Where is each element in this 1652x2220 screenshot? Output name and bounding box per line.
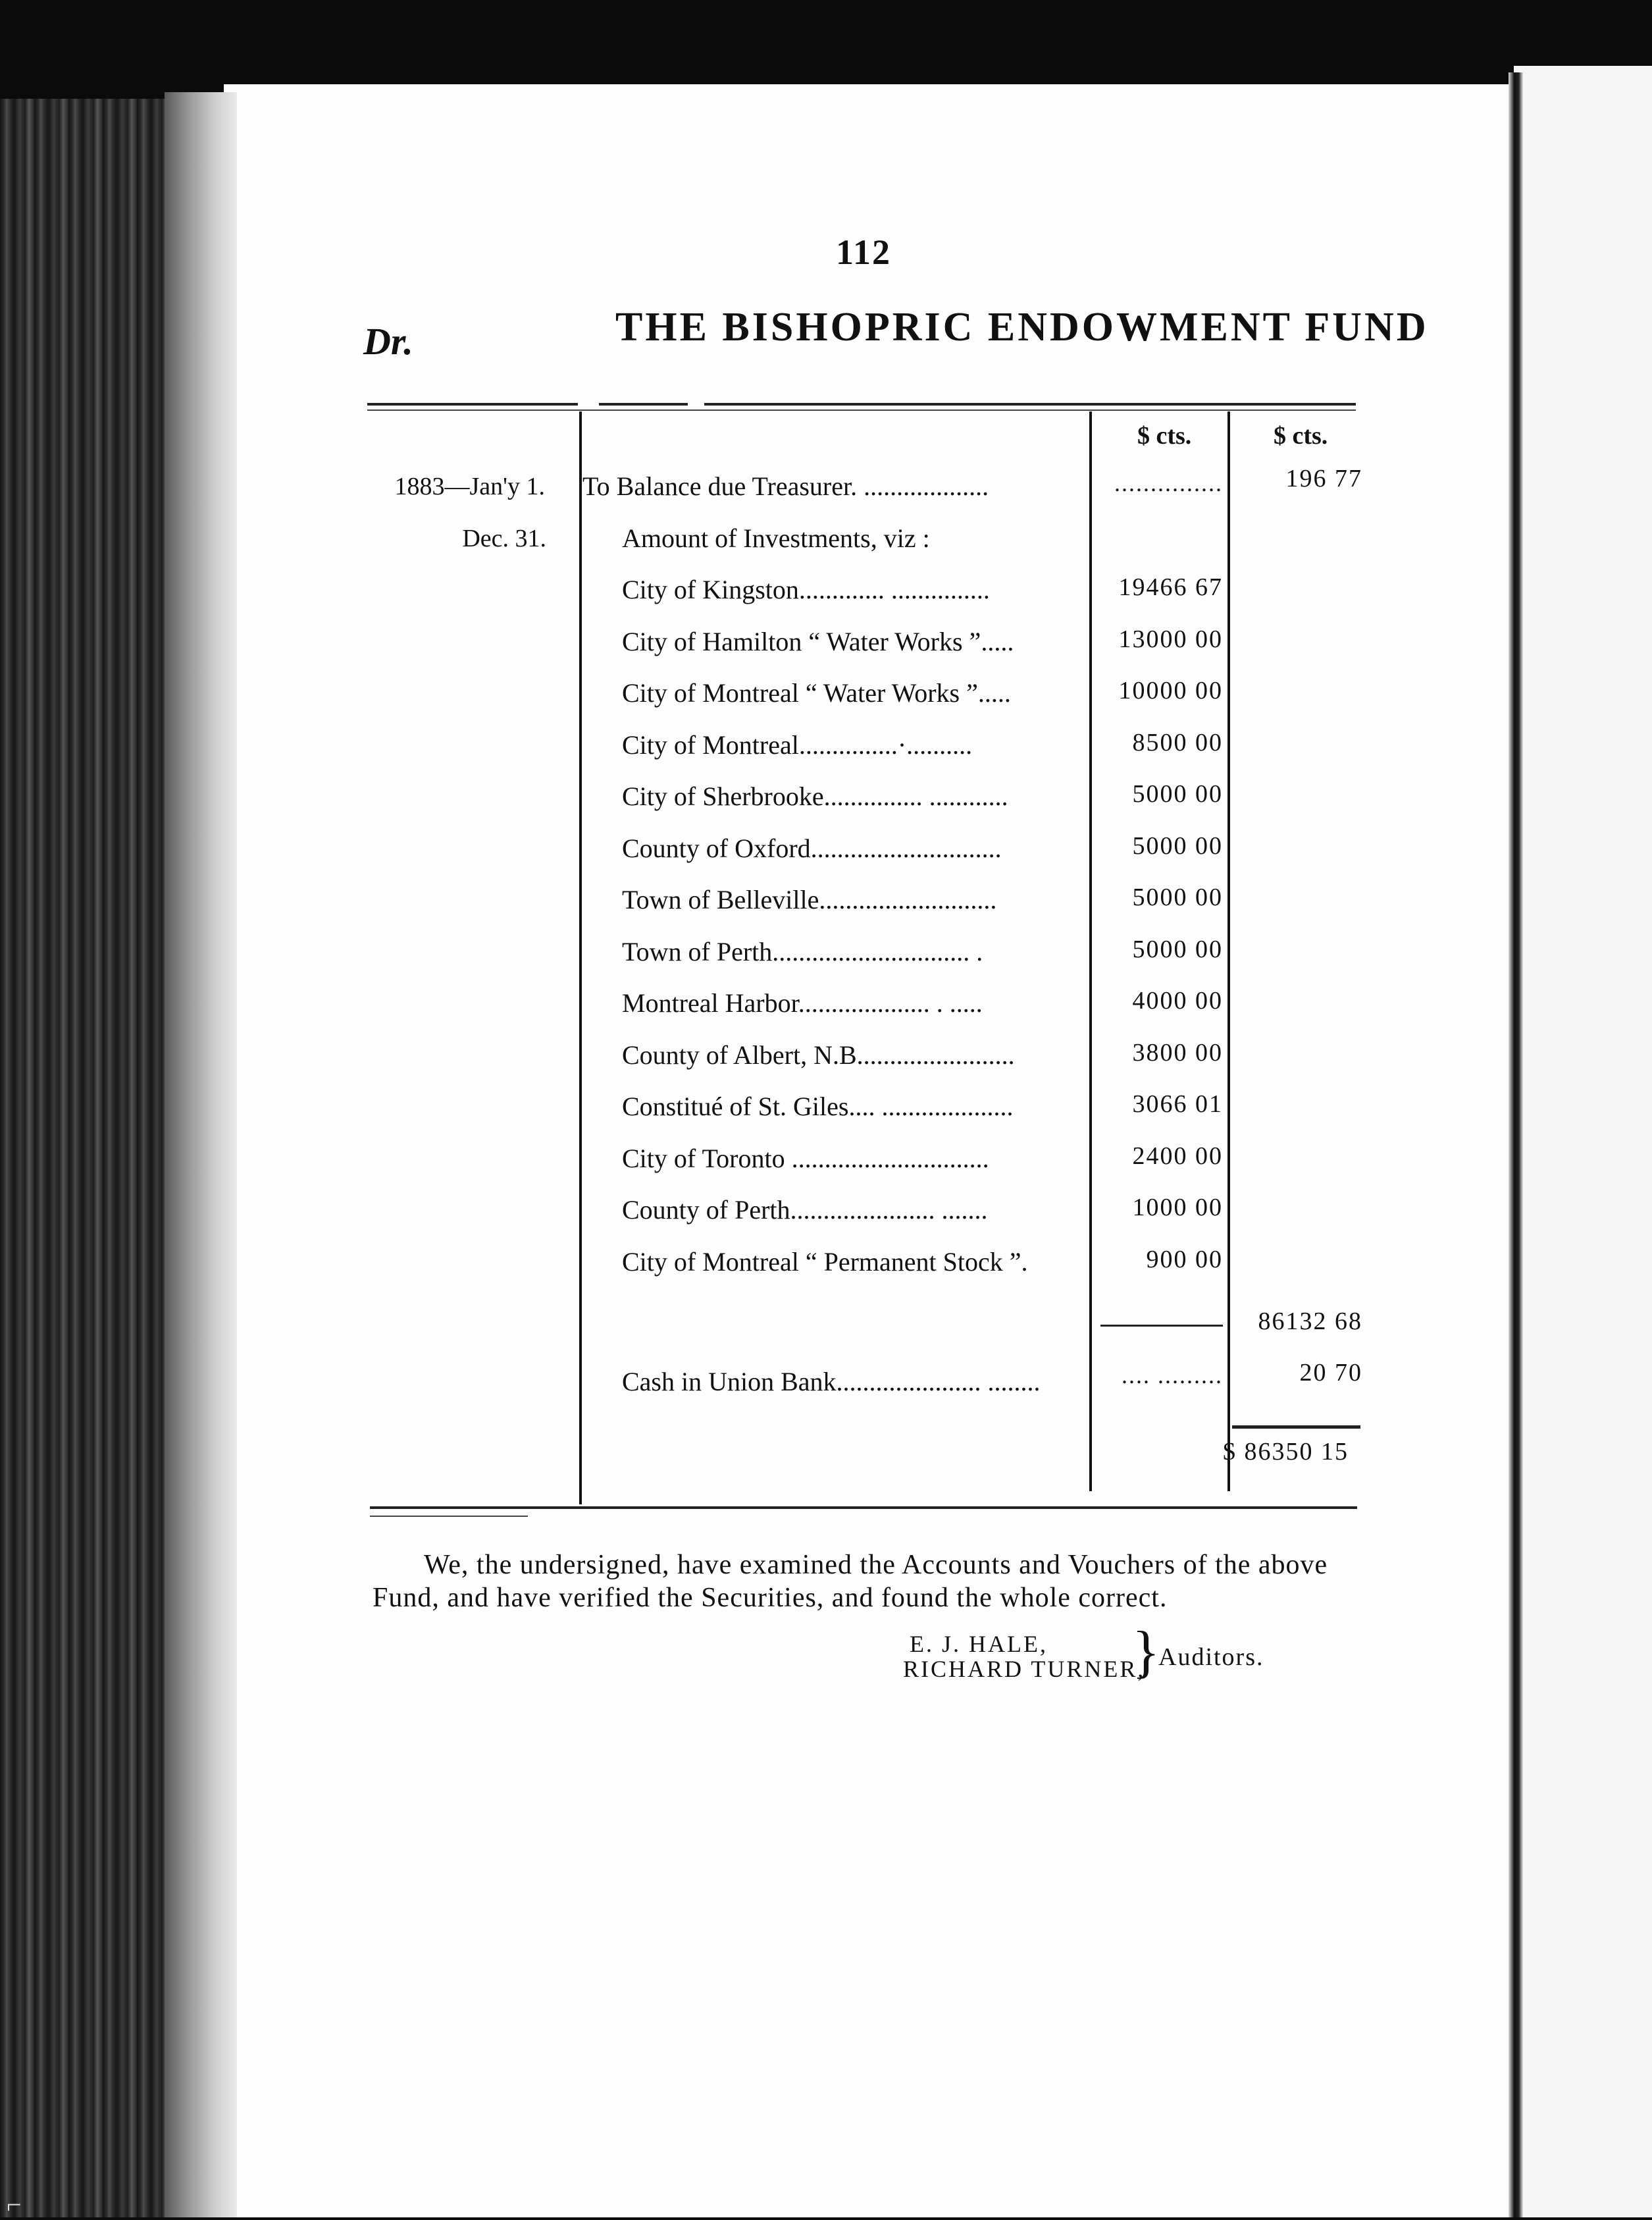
investments-heading: Amount of Investments, viz : bbox=[622, 523, 930, 553]
entry-date: 1883—Jan'y 1. bbox=[394, 473, 545, 500]
investment-label: City of Kingston............. ............... bbox=[622, 575, 990, 604]
amount-column-a: 5000 00 bbox=[1132, 780, 1223, 808]
investment-label: City of Toronto .............................. bbox=[622, 1144, 989, 1173]
amount-column-a: 2400 00 bbox=[1132, 1142, 1223, 1170]
debit-label: Dr. bbox=[363, 320, 413, 363]
amount-column-a: 19466 67 bbox=[1118, 573, 1223, 601]
amount-column-b: 196 77 bbox=[1285, 465, 1362, 492]
auditor-brace: } bbox=[1132, 1620, 1160, 1684]
header-rule bbox=[367, 403, 578, 406]
investment-label: City of Montreal “ Water Works ”..... bbox=[622, 678, 1011, 708]
investment-label: County of Perth...................... ....... bbox=[622, 1195, 988, 1225]
investment-label: City of Montreal “ Permanent Stock ”. bbox=[622, 1247, 1028, 1277]
footer-rule bbox=[370, 1506, 1357, 1509]
amount-column-a: 5000 00 bbox=[1132, 936, 1223, 963]
investment-label: City of Sherbrooke............... ............ bbox=[622, 781, 1008, 811]
investments-subtotal: 86132 68 bbox=[1258, 1308, 1362, 1335]
amount-column-a: 5000 00 bbox=[1132, 884, 1223, 911]
audit-statement: We, the undersigned, have examined the Accounts and Vouchers of the above Fund, and have verified the Securities, and found the whole correct. bbox=[373, 1550, 1328, 1613]
page-title: THE BISHOPRIC ENDOWMENT FUND bbox=[615, 305, 1429, 350]
investment-label: Town of Perth.............................. . bbox=[622, 937, 983, 966]
amount-column-a: 3800 00 bbox=[1132, 1039, 1223, 1067]
amount-column-a: 5000 00 bbox=[1132, 832, 1223, 860]
cash-entry-label: Cash in Union Bank...................... ........ bbox=[622, 1367, 1041, 1396]
column-rule bbox=[1227, 411, 1230, 1491]
amount-column-a: 13000 00 bbox=[1118, 625, 1223, 653]
corner-mark-icon: ⌐ bbox=[7, 2190, 22, 2219]
amount-column-a: 900 00 bbox=[1146, 1246, 1223, 1273]
balance-entry-label: To Balance due Treasurer. ................... bbox=[582, 471, 989, 501]
investment-label: Montreal Harbor.................... . ..... bbox=[622, 988, 983, 1018]
cash-amount-a: .... ......... bbox=[1122, 1362, 1223, 1388]
amount-column-a: 3066 01 bbox=[1132, 1090, 1223, 1118]
footer-rule bbox=[370, 1516, 528, 1517]
next-page-edge bbox=[1514, 66, 1652, 2217]
amount-column-a: ............... bbox=[1114, 470, 1223, 496]
page-stack-edge bbox=[165, 92, 237, 2217]
investment-label: City of Montreal...............·.......... bbox=[622, 730, 973, 760]
investment-label: City of Hamilton “ Water Works ”..... bbox=[622, 627, 1014, 656]
column-rule bbox=[1089, 411, 1092, 1491]
amount-column-a: 8500 00 bbox=[1132, 729, 1223, 756]
header-rule bbox=[367, 410, 1356, 411]
column-b-header: $ cts. bbox=[1274, 422, 1328, 450]
column-a-header: $ cts. bbox=[1137, 422, 1192, 450]
auditor-name: RICHARD TURNER, bbox=[903, 1656, 1146, 1682]
total-rule bbox=[1232, 1425, 1360, 1429]
cash-amount: 20 70 bbox=[1299, 1359, 1362, 1387]
column-rule bbox=[579, 411, 582, 1504]
amount-column-a: 4000 00 bbox=[1132, 987, 1223, 1015]
subtotal-rule bbox=[1100, 1325, 1223, 1327]
investment-label: Town of Belleville........................... bbox=[622, 885, 997, 914]
investment-label: Constitué of St. Giles.... .................... bbox=[622, 1092, 1014, 1121]
investment-label: County of Oxford............................. bbox=[622, 833, 1002, 863]
header-rule bbox=[599, 403, 688, 406]
amount-column-a: 1000 00 bbox=[1132, 1194, 1223, 1221]
header-rule bbox=[704, 403, 1356, 406]
amount-column-a: 10000 00 bbox=[1118, 677, 1223, 704]
auditor-name: E. J. HALE, bbox=[910, 1631, 1048, 1657]
grand-total: $ 86350 15 bbox=[1223, 1438, 1349, 1466]
entry-date: Dec. 31. bbox=[462, 525, 546, 552]
page-gutter bbox=[1509, 72, 1523, 2217]
page-number: 112 bbox=[836, 232, 892, 272]
investment-label: County of Albert, N.B........................ bbox=[622, 1040, 1015, 1070]
auditors-label: Auditors. bbox=[1158, 1643, 1264, 1671]
